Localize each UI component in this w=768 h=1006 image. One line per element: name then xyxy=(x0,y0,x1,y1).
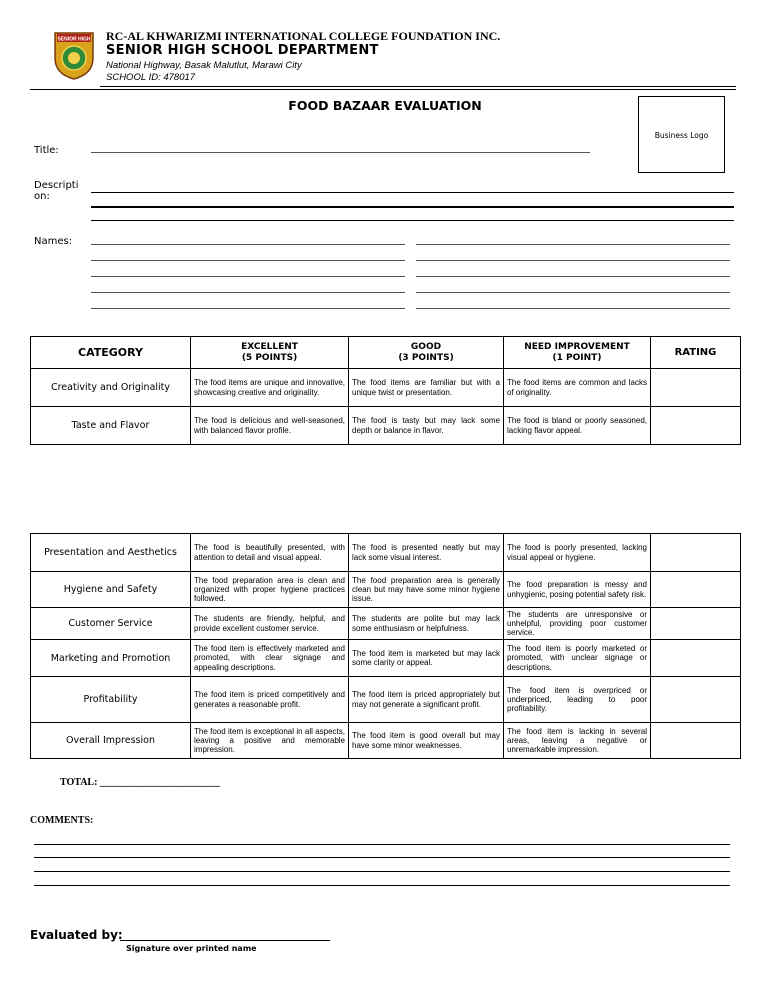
good-cell: The food item is marketed but may lack some clarity or appeal. xyxy=(349,640,504,677)
name-field[interactable] xyxy=(91,260,405,261)
excellent-cell: The food preparation area is clean and organized with proper hygiene practices followed. xyxy=(191,572,349,608)
name-field[interactable] xyxy=(91,292,405,293)
table-row xyxy=(31,534,741,572)
need-improvement-cell: The food is bland or poorly seasoned, lacking flavor appeal. xyxy=(504,407,651,445)
rubric-table-continued xyxy=(30,533,741,759)
need-improvement-cell: The food item is poorly marketed or promoted, with unclear signage or descriptions. xyxy=(504,640,651,677)
name-field[interactable] xyxy=(416,276,730,277)
table-row xyxy=(31,677,741,723)
category-cell: Marketing and Promotion xyxy=(31,640,191,677)
rating-cell[interactable] xyxy=(651,608,741,640)
excellent-cell: The food is beautifully presented, with attention to detail and visual appeal. xyxy=(191,534,349,572)
rating-cell[interactable] xyxy=(651,640,741,677)
excellent-cell: The food item is priced competitively and generates a reasonable profit. xyxy=(191,677,349,723)
department-name: SENIOR HIGH SCHOOL DEPARTMENT xyxy=(106,43,379,58)
header-excellent: EXCELLENT (5 POINTS) xyxy=(191,337,349,369)
signature-caption: Signature over printed name xyxy=(126,944,257,953)
need-improvement-cell: The food items are common and lacks of originality. xyxy=(504,369,651,407)
header-divider xyxy=(30,89,736,90)
good-cell: The food items are familiar but with a unique twist or presentation. xyxy=(349,369,504,407)
total-field[interactable]: TOTAL: ________________________ xyxy=(60,777,220,788)
title-field[interactable] xyxy=(91,152,590,153)
comment-line[interactable] xyxy=(34,871,730,872)
need-improvement-cell: The food is poorly presented, lacking visual appeal or hygiene. xyxy=(504,534,651,572)
school-seal-logo xyxy=(52,30,96,80)
table-row xyxy=(31,369,741,407)
category-cell: Overall Impression xyxy=(31,723,191,759)
category-cell: Creativity and Originality xyxy=(31,369,191,407)
comment-line[interactable] xyxy=(34,885,730,886)
need-improvement-cell: The students are unresponsive or unhelpful, providing poor customer service. xyxy=(504,608,651,640)
name-field[interactable] xyxy=(91,276,405,277)
category-cell: Taste and Flavor xyxy=(31,407,191,445)
table-row xyxy=(31,640,741,677)
rating-cell[interactable] xyxy=(651,534,741,572)
rating-cell[interactable] xyxy=(651,677,741,723)
evaluated-by-label: Evaluated by: xyxy=(30,928,123,942)
description-field-line[interactable] xyxy=(91,206,734,208)
need-improvement-cell: The food preparation is messy and unhygienic, posing potential safety risk. xyxy=(504,572,651,608)
rubric-header-row xyxy=(31,337,741,369)
signature-line[interactable] xyxy=(120,940,330,941)
comment-line[interactable] xyxy=(34,844,730,845)
category-cell: Presentation and Aesthetics xyxy=(31,534,191,572)
excellent-cell: The students are friendly, helpful, and provide excellent customer service. xyxy=(191,608,349,640)
good-cell: The food is presented neatly but may lack some visual interest. xyxy=(349,534,504,572)
good-cell: The food is tasty but may lack some depth or balance in flavor. xyxy=(349,407,504,445)
table-row xyxy=(31,407,741,445)
need-improvement-cell: The food item is lacking in several areas, leaving a negative or unremarkable impression. xyxy=(504,723,651,759)
header-need-improvement: NEED IMPROVEMENT (1 POINT) xyxy=(504,337,651,369)
excellent-cell: The food item is exceptional in all aspects, leaving a positive and memorable impression. xyxy=(191,723,349,759)
school-id: SCHOOL ID: 478017 xyxy=(106,72,196,83)
excellent-cell: The food items are unique and innovative, showcasing creative and originality. xyxy=(191,369,349,407)
table-row xyxy=(31,608,741,640)
need-improvement-cell: The food item is overpriced or underpriced, leading to poor profitability. xyxy=(504,677,651,723)
category-cell: Hygiene and Safety xyxy=(31,572,191,608)
school-address: National Highway, Basak Malutlut, Marawi City xyxy=(106,60,302,71)
rating-cell[interactable] xyxy=(651,572,741,608)
header-category: CATEGORY xyxy=(31,337,191,369)
excellent-cell: The food item is effectively marketed and promoted, with clear signage and appealing descriptions. xyxy=(191,640,349,677)
header-divider xyxy=(100,86,736,87)
good-cell: The food item is good overall but may have some minor weaknesses. xyxy=(349,723,504,759)
rating-cell[interactable] xyxy=(651,369,741,407)
svg-text:SENIOR HIGH: SENIOR HIGH xyxy=(57,36,91,43)
comments-label: COMMENTS: xyxy=(30,815,94,826)
description-label: Descripti on: xyxy=(34,180,79,202)
header-good: GOOD (3 POINTS) xyxy=(349,337,504,369)
name-field[interactable] xyxy=(416,244,730,245)
table-row xyxy=(31,723,741,759)
name-field[interactable] xyxy=(91,308,405,309)
name-field[interactable] xyxy=(416,260,730,261)
name-field[interactable] xyxy=(416,292,730,293)
header-rating: RATING xyxy=(651,337,741,369)
form-title: FOOD BAZAAR EVALUATION xyxy=(288,98,482,113)
description-field-line[interactable] xyxy=(91,192,734,193)
school-name: RC-AL KHWARIZMI INTERNATIONAL COLLEGE FOUNDATION INC. xyxy=(106,29,501,43)
comment-line[interactable] xyxy=(34,857,730,858)
excellent-cell: The food is delicious and well-seasoned, with balanced flavor profile. xyxy=(191,407,349,445)
rating-cell[interactable] xyxy=(651,407,741,445)
title-label: Title: xyxy=(34,145,59,156)
good-cell: The food preparation area is generally clean but may have some minor hygiene issue. xyxy=(349,572,504,608)
category-cell: Profitability xyxy=(31,677,191,723)
name-field[interactable] xyxy=(416,308,730,309)
names-label: Names: xyxy=(34,236,73,247)
business-logo-label: Business Logo xyxy=(654,131,709,140)
good-cell: The students are polite but may lack some enthusiasm or helpfulness. xyxy=(349,608,504,640)
category-cell: Customer Service xyxy=(31,608,191,640)
name-field[interactable] xyxy=(91,244,405,245)
business-logo-box[interactable] xyxy=(638,96,725,173)
rating-cell[interactable] xyxy=(651,723,741,759)
rubric-table xyxy=(30,336,741,445)
description-field-line[interactable] xyxy=(91,220,734,221)
table-row xyxy=(31,572,741,608)
good-cell: The food item is priced appropriately but may not generate a significant profit. xyxy=(349,677,504,723)
